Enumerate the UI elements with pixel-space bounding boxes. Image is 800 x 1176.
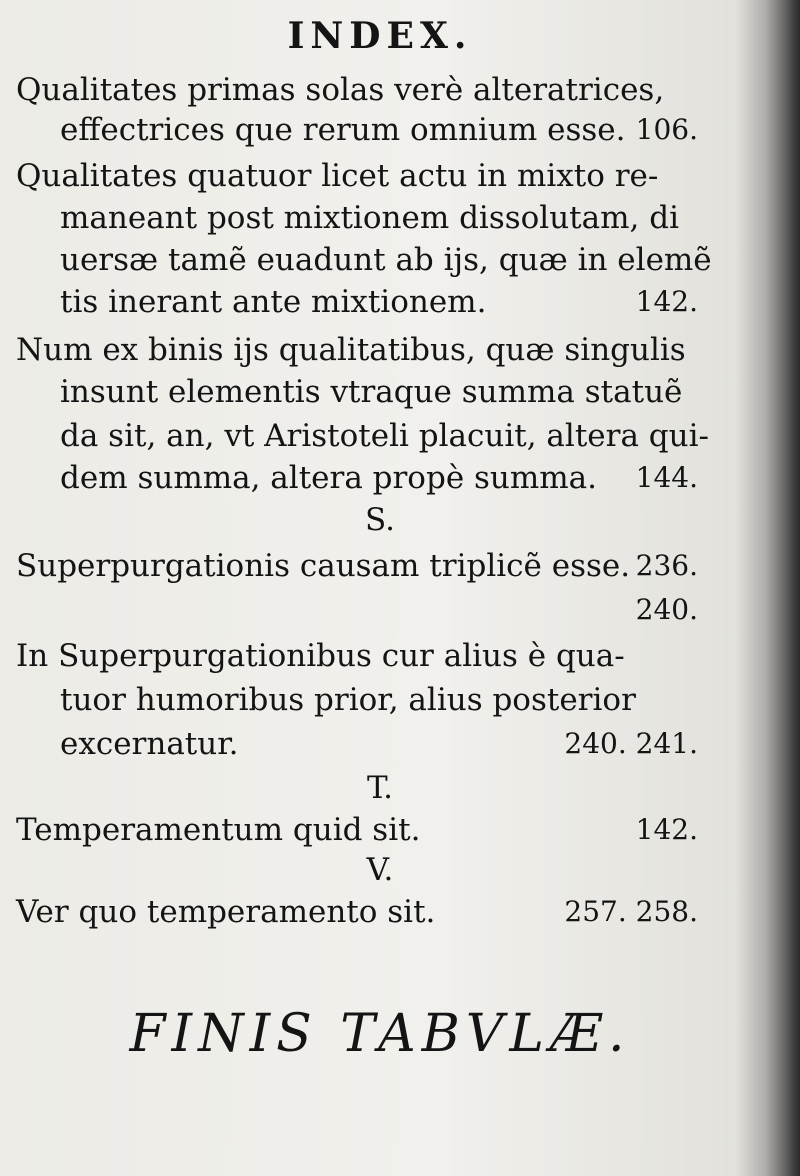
entry-text: maneant post mixtionem dissolutam, di bbox=[60, 200, 679, 236]
page-reference: 106. bbox=[635, 113, 698, 146]
entry-text: effectrices que rerum omnium esse. bbox=[60, 112, 626, 148]
page-reference: 144. bbox=[635, 461, 698, 494]
entry-text: In Superpurgationibus cur alius è qua- bbox=[16, 638, 625, 674]
section-letter-v: V. bbox=[366, 852, 394, 888]
page-edge-shadow bbox=[766, 0, 800, 1176]
entry-text: uersæ tamẽ euadunt ab ijs, quæ in elemẽ bbox=[60, 242, 712, 278]
entry-text: excernatur. bbox=[60, 726, 239, 762]
page-reference: 240. 241. bbox=[564, 727, 698, 760]
entry-text: Superpurgationis causam triplicẽ esse. bbox=[16, 548, 631, 584]
entry-text: da sit, an, vt Aristoteli placuit, altera qui- bbox=[60, 418, 709, 454]
entry-text: tis inerant ante mixtionem. bbox=[60, 284, 487, 320]
section-letter-s: S. bbox=[365, 502, 395, 538]
entry-text: Ver quo temperamento sit. bbox=[16, 894, 436, 930]
entry-text: Temperamentum quid sit. bbox=[16, 812, 421, 848]
finis-tabulae: FINIS TABVLÆ. bbox=[129, 1004, 631, 1064]
page-reference: 142. bbox=[635, 813, 698, 846]
entry-text: Qualitates quatuor licet actu in mixto re- bbox=[16, 158, 659, 194]
page-reference: 142. bbox=[635, 285, 698, 318]
page-reference: 236. bbox=[635, 549, 698, 582]
entry-text: Qualitates primas solas verè alteratrices, bbox=[16, 72, 665, 108]
page-title: INDEX. bbox=[287, 15, 473, 57]
page-reference: 240. bbox=[635, 593, 698, 626]
entry-text: insunt elementis vtraque summa statuẽ bbox=[60, 374, 683, 410]
section-letter-t: T. bbox=[367, 770, 393, 806]
entry-text: dem summa, altera propè summa. bbox=[60, 460, 598, 496]
entry-text: Num ex binis ijs qualitatibus, quæ singulis bbox=[16, 332, 686, 368]
entry-text: tuor humoribus prior, alius posterior bbox=[60, 682, 636, 718]
page-reference: 257. 258. bbox=[564, 895, 698, 928]
